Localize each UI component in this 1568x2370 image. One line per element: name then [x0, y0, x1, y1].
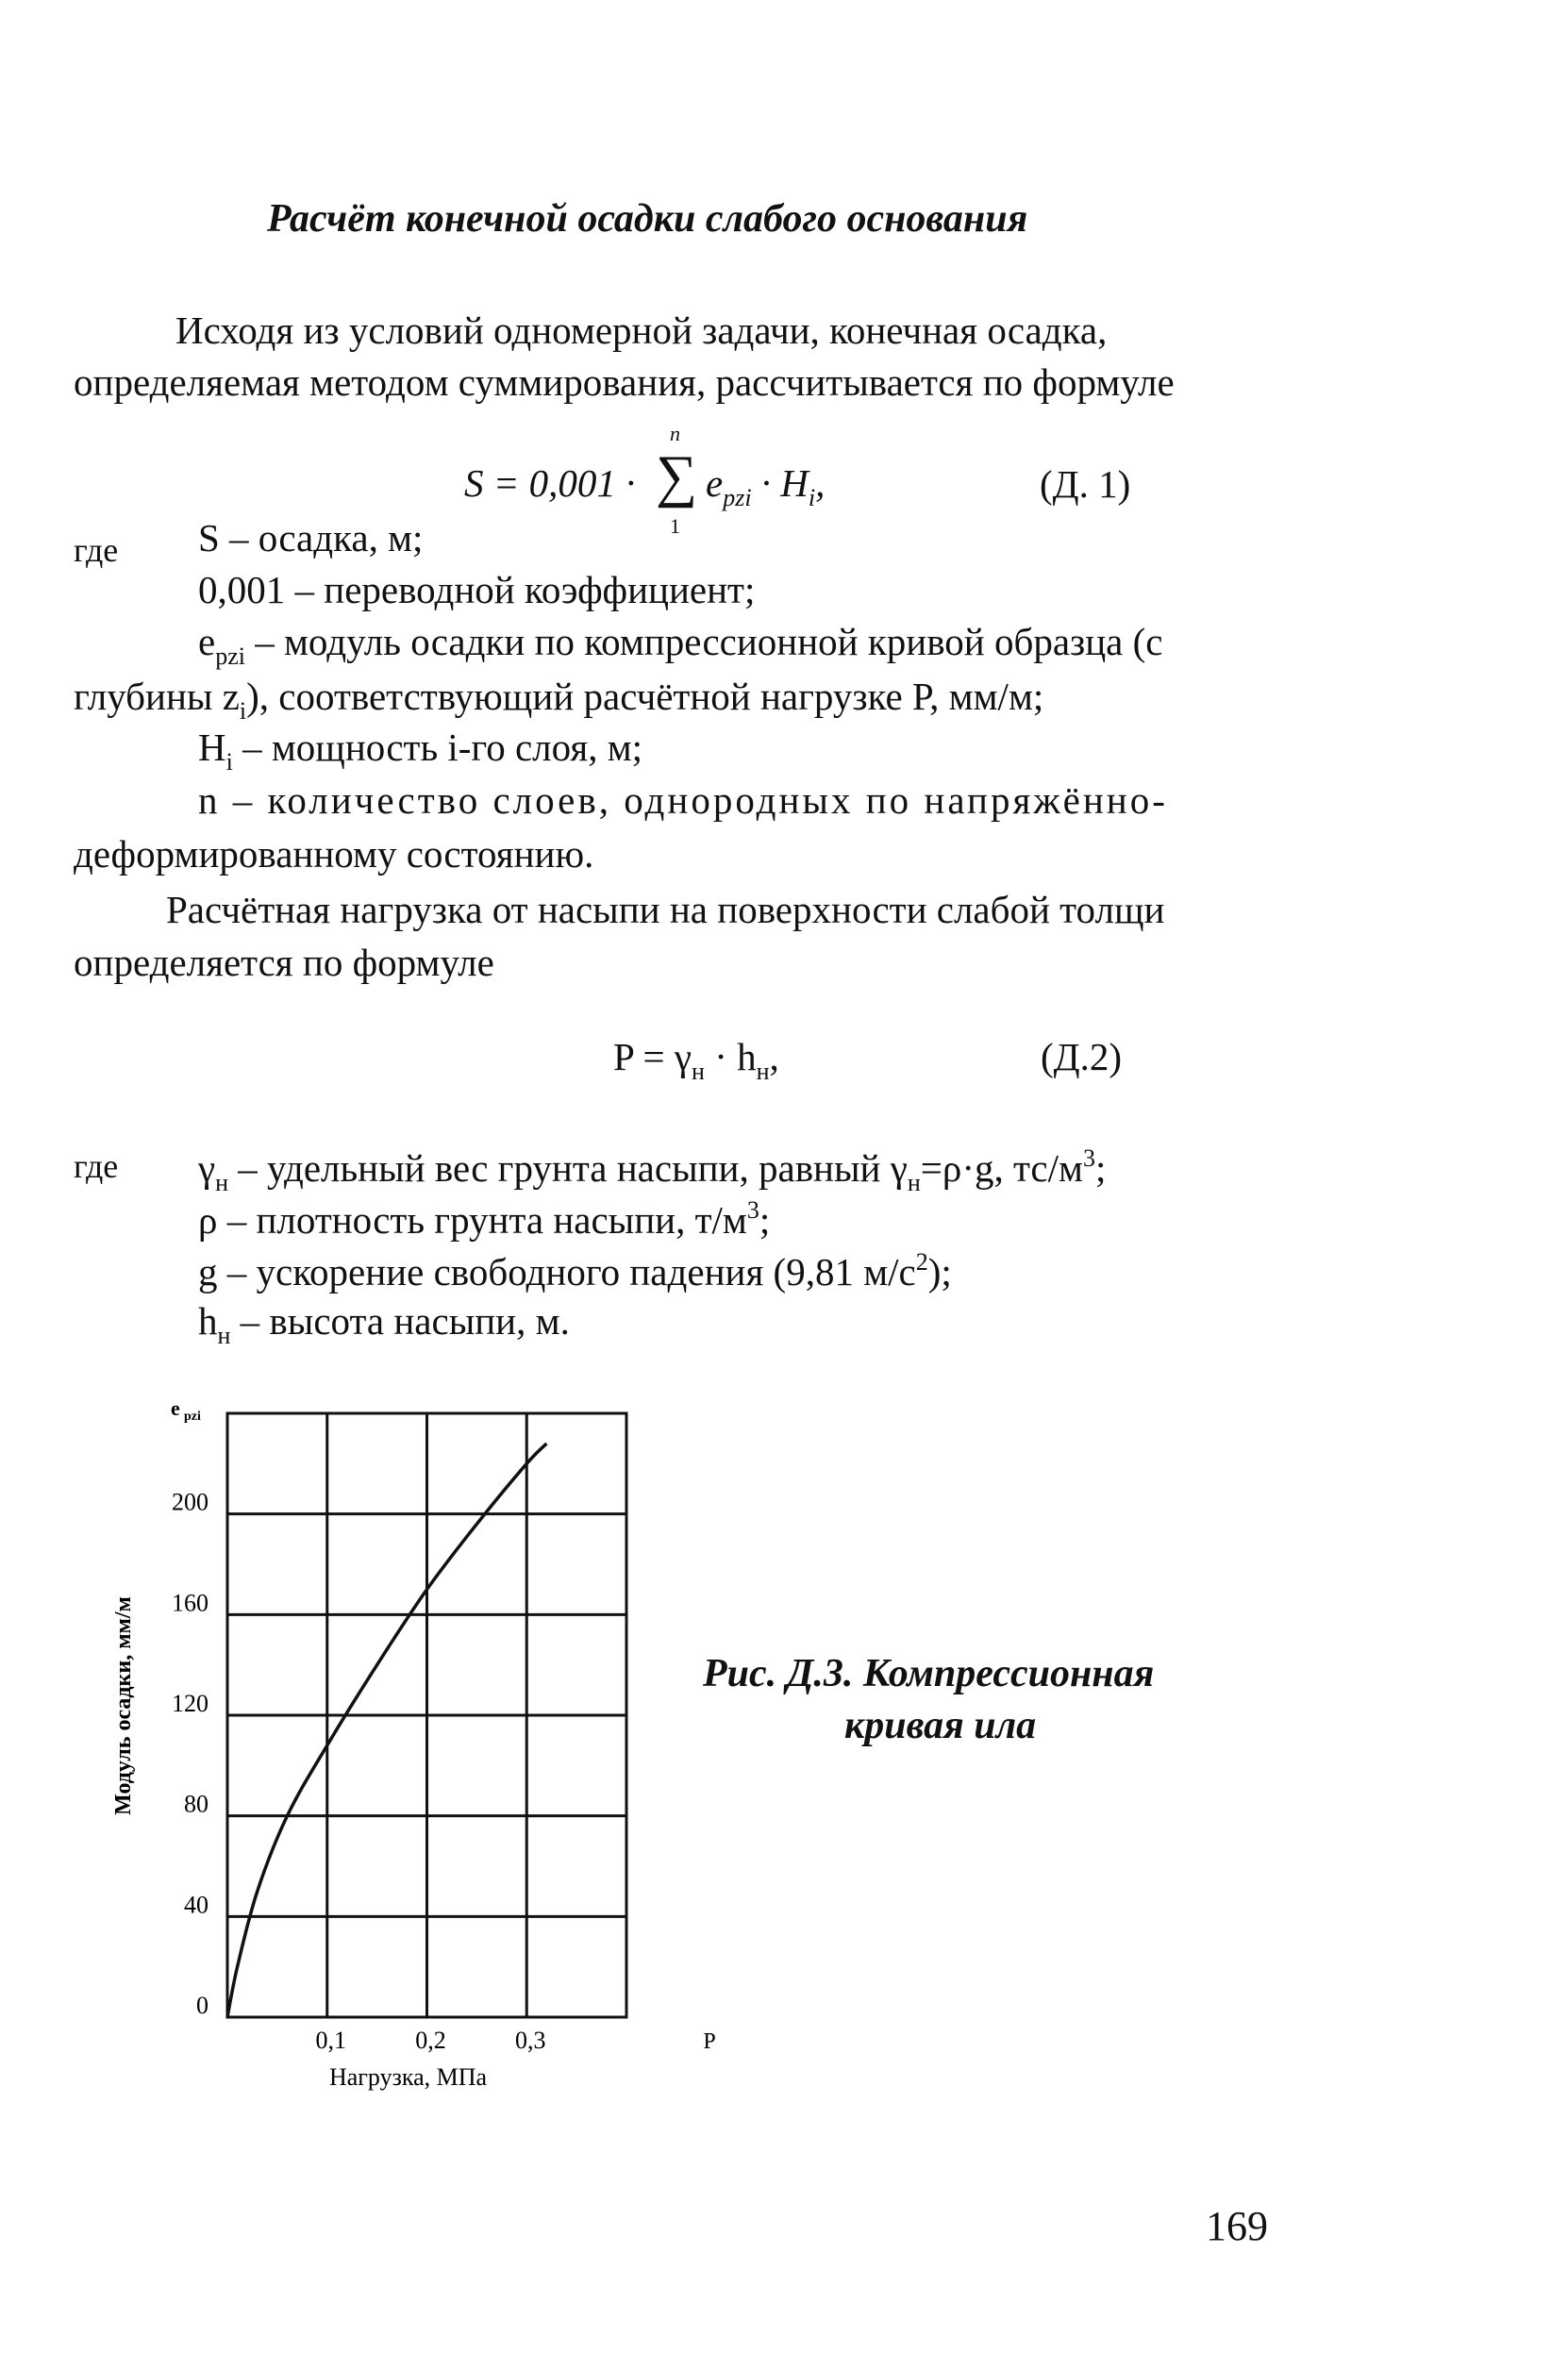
def-gamma-text-2: =ρ·g, тс/м — [920, 1146, 1083, 1190]
def-hn-text: – высота насыпи, м. — [230, 1299, 570, 1343]
def-coefficient: 0,001 – переводной коэффициент; — [198, 568, 756, 611]
def-g-end: ); — [927, 1250, 952, 1293]
formula-d2-number: (Д.2) — [1041, 1035, 1123, 1078]
figure-caption-line-1: Рис. Д.3. Компрессионная — [703, 1652, 1155, 1695]
def-e-symbol: e — [198, 620, 216, 663]
formula-d2-lhs: P = γ — [613, 1035, 692, 1078]
def-s: S – осадка, м; — [198, 516, 424, 559]
y-axis-label: Модуль осадки, мм/м — [111, 1596, 136, 1815]
def-hn-symbol: h — [198, 1299, 218, 1343]
paragraph-2-line-1: Расчётная нагрузка от насыпи на поверхности слабой толщи — [166, 888, 1165, 931]
paragraph-1-line-1: Исходя из условий одномерной задачи, конечная осадка, — [175, 309, 1108, 352]
x-tick-label: 0,2 — [415, 2027, 446, 2054]
def-h-subscript: i — [225, 748, 233, 776]
y-tick-label: 160 — [172, 1589, 209, 1617]
def-gamma-sup: 3 — [1082, 1144, 1095, 1172]
y-tick-label: 0 — [196, 1992, 209, 2019]
paragraph-1-line-2: определяемая методом суммирования, рассчитывается по формуле — [74, 360, 1175, 404]
figure-caption-line-2: кривая ила — [844, 1704, 1037, 1747]
def-n: n – количество слоев, однородных по напряжённо- — [198, 778, 1168, 822]
def-e-subscript: pzi — [215, 643, 245, 670]
def-rho-sup: 3 — [746, 1196, 759, 1224]
def-e-cont-post: ), соответствующий расчётной нагрузке P, мм/м; — [246, 675, 1044, 718]
def-hn-subscript: н — [217, 1322, 231, 1349]
def-e-cont-pre: глубины z — [74, 675, 240, 718]
compression-curve-chart — [94, 1396, 716, 2095]
x-tick-label: 0,1 — [315, 2027, 346, 2054]
formula-d2 — [613, 1035, 779, 1085]
def-z-subscript: i — [239, 697, 247, 725]
formula-d1-lower-limit: 1 — [670, 514, 680, 538]
e-subscript: pzi — [723, 484, 752, 511]
x-axis-symbol: P — [703, 2029, 716, 2054]
y-axis-symbol-subscript: pzi — [184, 1410, 201, 1424]
y-axis-symbol: e — [171, 1396, 180, 1420]
formula-d2-comma: , — [769, 1035, 779, 1078]
def-g-text: g – ускорение свободного падения (9,81 м/с — [198, 1250, 916, 1293]
def-gamma-text: – удельный вес грунта насыпи, равный γ — [228, 1146, 908, 1190]
paragraph-2-line-2: определяется по формуле — [74, 941, 494, 984]
formula-d1-comma: , — [815, 461, 826, 505]
formula-d1-lhs: S = 0,001 · — [464, 461, 636, 505]
formula-d1-upper-limit: n — [670, 422, 680, 445]
y-tick-label: 120 — [172, 1690, 209, 1717]
formula-d2-h-sub: н — [756, 1058, 770, 1085]
page-number: 169 — [1206, 2203, 1268, 2249]
formula-d1-number: (Д. 1) — [1040, 462, 1131, 506]
def-h-n — [198, 1299, 570, 1349]
def-e-text: – модуль осадки по компрессионной кривой образца (с — [244, 620, 1163, 663]
def-gamma-subscript: н — [215, 1169, 229, 1196]
def-gamma-symbol: γ — [198, 1146, 216, 1190]
section-heading: Расчёт конечной осадки слабого основания — [267, 197, 1028, 241]
def-rho-text: ρ – плотность грунта насыпи, т/м — [198, 1198, 747, 1242]
def-e-pzi-continued — [74, 677, 1043, 724]
y-tick-label: 40 — [184, 1891, 209, 1919]
y-tick-label: 80 — [184, 1790, 209, 1818]
formula-d2-gamma-sub: н — [692, 1058, 705, 1085]
def-rho — [198, 1198, 770, 1240]
def-gamma — [198, 1146, 1106, 1195]
def-rho-end: ; — [759, 1198, 771, 1242]
def-gamma-end: ; — [1094, 1146, 1107, 1190]
where-label-1: где — [74, 531, 119, 569]
def-g — [198, 1250, 952, 1292]
compression-curve-line — [227, 1444, 546, 2017]
where-label-2: где — [74, 1147, 119, 1185]
def-e-pzi — [198, 620, 1163, 670]
def-g-sup: 2 — [915, 1248, 928, 1276]
h-symbol: · H — [760, 461, 809, 505]
def-gamma-subscript-2: н — [907, 1169, 921, 1196]
formula-d2-mid: · h — [704, 1035, 757, 1078]
x-tick-label: 0,3 — [515, 2027, 546, 2054]
h-subscript: i — [808, 484, 816, 511]
def-n-continued: деформированному состоянию. — [74, 832, 594, 876]
def-h-text: – мощность i-го слоя, м; — [232, 726, 643, 769]
def-h-i — [198, 728, 642, 775]
def-h-symbol: H — [198, 726, 226, 769]
y-tick-label: 200 — [172, 1488, 209, 1516]
e-symbol: e — [706, 461, 724, 505]
formula-d1-sigma: ∑ — [656, 444, 698, 509]
formula-d1-term — [706, 460, 825, 512]
x-axis-label: Нагрузка, МПа — [328, 2063, 488, 2091]
